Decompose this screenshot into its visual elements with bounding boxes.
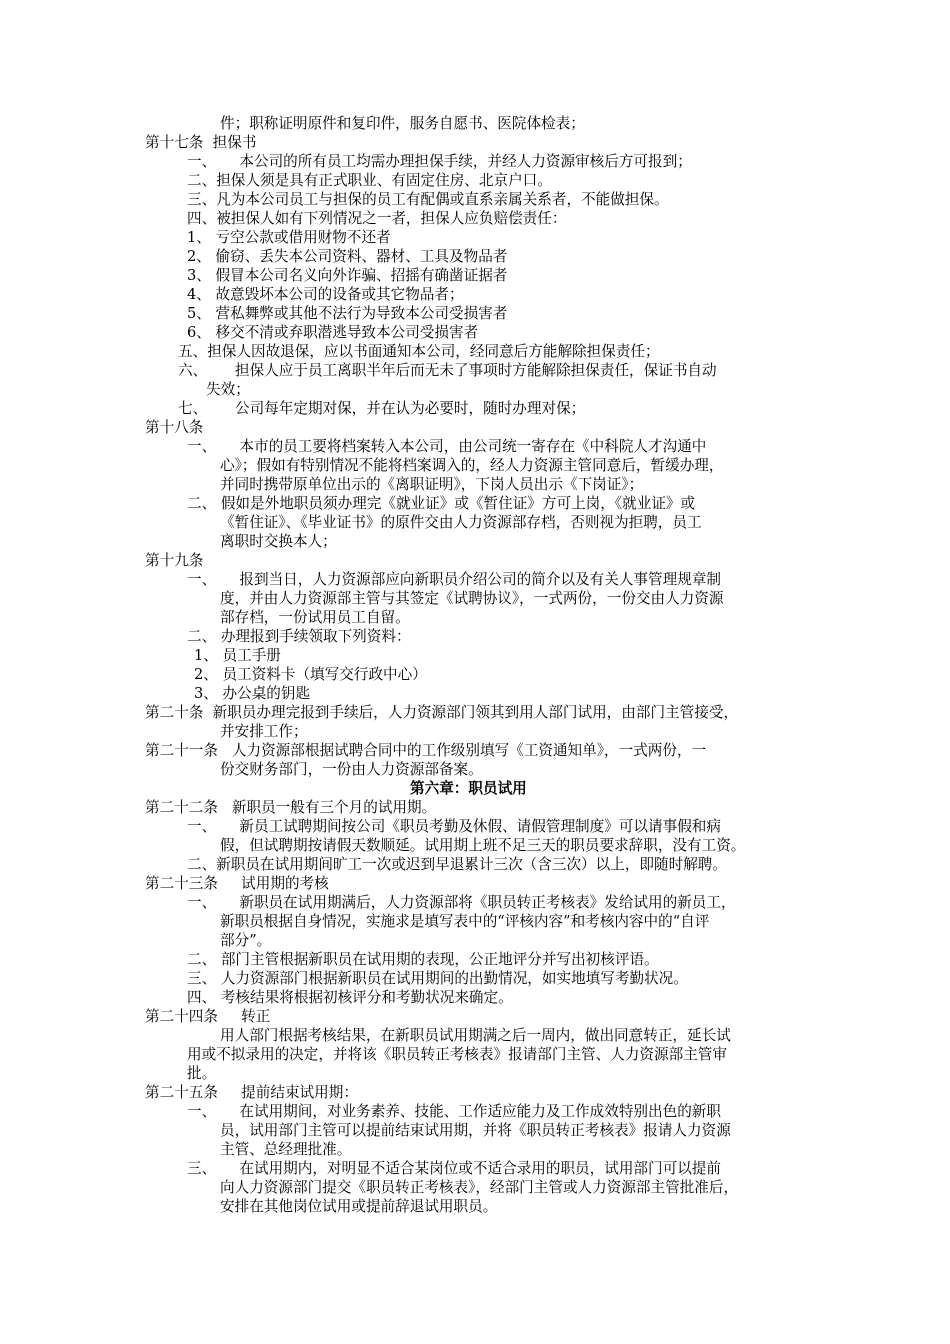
list-item: 3、 假冒本公司名义向外诈骗、招摇有确凿证据者 xyxy=(187,267,508,284)
list-item: 4、 故意毁坏本公司的设备或其它物品者； xyxy=(187,286,464,303)
text-line: 假，但试聘期按请假天数顺延。试用期上班不足三天的职员要求辞职，没有工资。 xyxy=(220,837,746,854)
text-line: 二、担保人须是具有正式职业、有固定住房、北京户口。 xyxy=(187,172,552,189)
text-line: 六、 担保人应于员工离职半年后而无未了事项时方能解除担保责任，保证书自动 xyxy=(178,362,717,379)
article-heading: 第二十一条 人力资源部根据试聘合同中的工作级别填写《工资通知单》，一式两份，一 xyxy=(145,742,707,759)
text-line: 份交财务部门，一份由人力资源部备案。 xyxy=(220,761,483,778)
text-line: 一、 本公司的所有员工均需办理担保手续，并经人力资源审核后方可报到； xyxy=(187,153,692,170)
text-line: 度，并由人力资源部主管与其签定《试聘协议》，一式两份，一份交由人力资源 xyxy=(220,590,724,607)
text-line: 心》；假如有特别情况不能将档案调入的，经人力资源主管同意后，暂缓办理， xyxy=(220,457,724,474)
text-line: 一、 新职员在试用期满后，人力资源部将《职员转正考核表》发给试用的新员工， xyxy=(187,894,736,911)
text-line: 一、 本市的员工要将档案转入本公司，由公司统一寄存在《中科院人才沟通中 xyxy=(187,438,707,455)
text-line: 五、担保人因故退保，应以书面通知本公司，经同意后方能解除担保责任； xyxy=(178,343,660,360)
text-line: 二、 假如是外地职员须办理完《就业证》或《暂住证》方可上岗，《就业证》或 xyxy=(187,495,696,512)
text-line: 三、凡为本公司员工与担保的员工有配偶或直系亲属关系者，不能做担保。 xyxy=(187,191,669,208)
article-heading: 第十八条 xyxy=(145,419,204,436)
list-item: 1、 亏空公款或借用财物不还者 xyxy=(187,229,391,246)
chapter-title: 第六章：职员试用 xyxy=(410,780,527,797)
text-line: 二、 办理报到手续领取下列资料： xyxy=(187,628,411,645)
text-line: 失效； xyxy=(206,381,250,398)
article-heading: 第二十四条 转正 xyxy=(145,1008,271,1025)
text-line: 离职时交换本人； xyxy=(220,533,337,550)
text-line: 部分”。 xyxy=(220,932,272,949)
list-item: 6、 移交不清或弃职潜逃导致本公司受损害者 xyxy=(187,324,479,341)
text-line: 二、新职员在试用期间旷工一次或迟到早退累计三次（含三次）以上，即随时解聘。 xyxy=(187,856,727,873)
text-line: 一、 新员工试聘期间按公司《职员考勤及休假、请假管理制度》可以请事假和病 xyxy=(187,818,721,835)
text-line: 四、 考核结果将根据初核评分和考勤状况来确定。 xyxy=(187,989,513,1006)
text-line: 并安排工作； xyxy=(220,723,308,740)
list-item: 3、 办公桌的钥匙 xyxy=(194,685,311,702)
list-item: 5、 营私舞弊或其他不法行为导致本公司受损害者 xyxy=(187,305,508,322)
text-line: 向人力资源部门提交《职员转正考核表》，经部门主管或人力资源部主管批准后， xyxy=(220,1179,739,1196)
text-line: 主管、总经理批准。 xyxy=(220,1141,352,1158)
text-line: 一、 在试用期间，对业务素养、技能、工作适应能力及工作成效特别出色的新职 xyxy=(187,1103,721,1120)
text-line: 三、 在试用期内，对明显不适合某岗位或不适合录用的职员，试用部门可以提前 xyxy=(187,1160,721,1177)
text-line: 件；职称证明原件和复印件，服务自愿书、医院体检表； xyxy=(220,115,585,132)
text-line: 三、 人力资源部门根据新职员在试用期间的出勤情况，如实地填写考勤状况。 xyxy=(187,970,688,987)
article-heading: 第二十条 新职员办理完报到手续后，人力资源部门领其到用人部门试用，由部门主管接受， xyxy=(145,704,739,721)
list-item: 2、 偷窃、丢失本公司资料、器材、工具及物品者 xyxy=(187,248,508,265)
text-line: 用或不拟录用的决定，并将该《职员转正考核表》报请部门主管、人力资源部主管审 xyxy=(187,1046,727,1063)
text-line: 四、被担保人如有下列情况之一者，担保人应负赔偿责任： xyxy=(187,210,567,227)
text-line: 并同时携带原单位出示的《离职证明》，下岗人员出示《下岗证》； xyxy=(220,476,644,493)
article-heading: 第十七条 担保书 xyxy=(145,134,257,151)
text-line: 七、 公司每年定期对保，并在认为必要时，随时办理对保； xyxy=(178,400,586,417)
text-line: 一、 报到当日，人力资源部应向新职员介绍公司的简介以及有关人事管理规章制 xyxy=(187,571,721,588)
text-line: 二、 部门主管根据新职员在试用期的表现，公正地评分并写出初核评语。 xyxy=(187,951,659,968)
article-heading: 第二十三条 试用期的考核 xyxy=(145,875,329,892)
text-line: 《暂住证》、《毕业证书》的原件交由人力资源部存档，否则视为拒聘，员工 xyxy=(220,514,702,531)
list-item: 1、 员工手册 xyxy=(194,647,281,664)
text-line: 部存档，一份试用员工自留。 xyxy=(220,609,410,626)
text-line: 新职员根据自身情况，实施求是填写表中的“评核内容”和考核内容中的“自评 xyxy=(220,913,710,930)
text-line: 员，试用部门主管可以提前结束试用期，并将《职员转正考核表》报请人力资源 xyxy=(220,1122,731,1139)
text-line: 用人部门根据考核结果，在新职员试用期满之后一周内，做出同意转正，延长试 xyxy=(220,1027,731,1044)
article-heading: 第二十五条 提前结束试用期： xyxy=(145,1084,358,1101)
article-heading: 第十九条 xyxy=(145,552,204,569)
list-item: 2、 员工资料卡（填写交行政中心） xyxy=(194,666,427,683)
text-line: 批。 xyxy=(187,1065,217,1082)
article-heading: 第二十二条 新职员一般有三个月的试用期。 xyxy=(145,799,437,816)
text-line: 安排在其他岗位试用或提前辞退试用职员。 xyxy=(220,1198,498,1215)
